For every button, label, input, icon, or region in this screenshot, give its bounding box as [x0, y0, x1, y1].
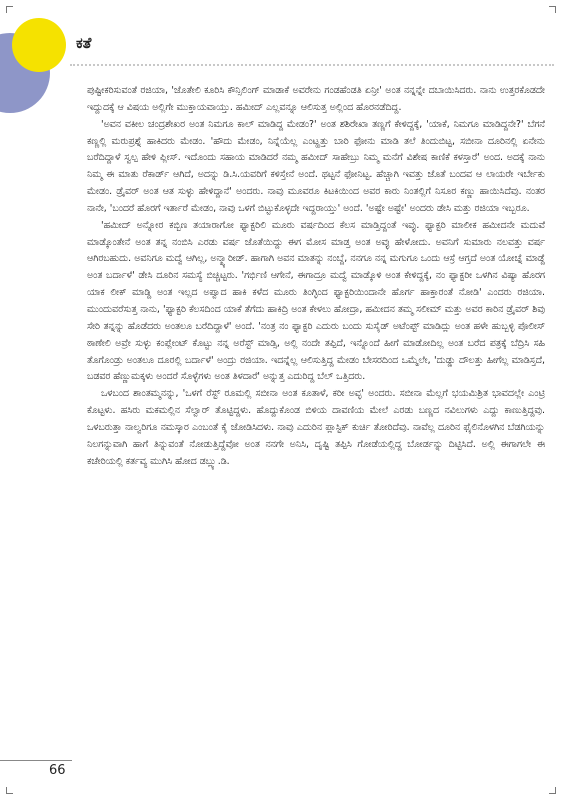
- decorative-yellow-circle: [12, 18, 66, 72]
- section-title: ಕತೆ: [76, 34, 92, 52]
- article-body: [87, 83, 545, 470]
- crop-mark: [549, 787, 556, 794]
- header-divider: [70, 64, 554, 66]
- crop-mark: [549, 6, 556, 13]
- paragraph: 'ಹಮೀದ್ ಅನ್ನೋರ ಕಬ್ಬಿಣ ತಯಾರಾಗೋ ಫ್ಯಾಕ್ಟರಿಲಿ ಮೂರು ವರ್ಷದಿಂದ ಕೆಲಸ ಮಾಡ್ತಿದ್ದಂತೆ ಇವ್ಳು. ಫ್ಯಾಕ್ಟರಿ ಮಾಲೀಕ ಹಮೀದನೇ ಮದುವೆ ಮಾಡ್ಕೊಂತೇನೆ ಅಂತ ತನ್ನ ನಂಬಿಸಿ ಎರಡು ವರ್ಷ ಜೊತೆಯಿದ್ದು ಈಗ ಮೋಸ ಮಾಡ್ತ ಅಂತ ಅವ್ಳು ಹೇಳೋದು. ಅವನಿಗೆ ಸುಮಾರು ನಲವತ್ತು ವರ್ಷ ಆಗಿರಬಹುದು. ಅವನಿಗೂ ಮದ್ವೆ ಆಗಿಲ್ಲ, ಅನ್ಮ್ಯಾರೀಡ್. ಹಾಗಾಗಿ ಅವನ ಮಾತನ್ನು ನಂಬ್ದೆ, ನನಗೂ ನನ್ನ ಮಗುಗೂ ಒಂದು ಆಸ್ರೆ ಆಗ್ತದೆ ಅಂತ ಯೋಚ್ನೆ ಮಾಡ್ದೆ ಅಂತ ಬರ್ದಾಳೆ' ಡೇಸಿ ದೂರಿನ ಸಮಸ್ಯೆ ಬಿಚ್ಚಿಟ್ಟರು. 'ಗರ್ಭಿಣಿ ಆಗೇನೆ, ಈಗಾದ್ರೂ ಮದ್ವೆ ಮಾಡ್ಕೊಳಿ ಅಂತ ಕೇಳಿದ್ದಕ್ಕೆ, ನಂ ಫ್ಯಾಕ್ಟರೀ ಒಳಗಿನ ವಿಷ್ಯಾ ಹೊರಗ ಯಾಕ ಲೀಕ್ ಮಾಡ್ದಿ ಅಂತ ಇಲ್ಲದ ಅಪ್ವಾದ ಹಾಕಿ ಕಳೆದ ಮೂರು ತಿಂಗ್ಳಿಂದ ಫ್ಯಾಕ್ಟರಿಯಿಂದಾನೇ ಹೊರ್ಗ ಹಾಕ್ತಾರಂತೆ ನೋಡಿ' ಎಂದರು ರಜಿಯಾ. ಮುಂದುವರೆಸುತ್ತ ನಾನು, 'ಫ್ಯಾಕ್ಟರಿ ಕೆಲಸದಿಂದ ಯಾಕೆ ತೆಗೆದು ಹಾಕಿದ್ರಿ ಅಂತ ಕೇಳಲು ಹೋದ್ರಾ, ಹಮೀದನ ತಮ್ಮ ಸಲೀಮ್ ಮತ್ತು ಅವರ ಕಾರಿನ ಡ್ರೈವರ್ ಶಿವು ಸೇರಿ ತನ್ನನ್ನು ಹೊಡೆದರು ಅಂತಲೂ ಬರೆದಿದ್ದಾಳೆ' ಅಂದೆ. 'ನಂತ್ರ ನಂ ಫ್ಯಾಕ್ಟರಿ ಎದುರು ಬಂದು ಸುಸೈಡ್ ಅಟೆಂಪ್ಟ್ ಮಾಡಿದ್ಲು ಅಂತ ಹಳೇ ಹುಬ್ಬಳ್ಳಿ ಪೊಲೀಸ್ ಠಾಣೇಲಿ ಅವ್ರೇ ಸುಳ್ಳು ಕಂಪ್ಲೇಂಟ್ ಕೊಟ್ಟು ನನ್ನ ಅರೆಸ್ಟ್ ಮಾಡ್ಸಿ, ಅಲ್ಲಿ ನಂದೇ ತಪ್ಪಿದೆ, ಇನ್ನೊಂದೆ ಹೀಗೆ ಮಾಡೋದಿಲ್ಲ ಅಂತ ಬರೆದ ಪತ್ರಕ್ಕೆ ಬೆದ್ರಿಸಿ ಸಹಿ ತೊಗೊಂಡ್ರು ಅಂತಲೂ ದೂರಲ್ಲಿ ಬರ್ದಾಳೆ' ಅಂದ್ರು ರಜಿಯಾ. ಇದನ್ನೆಲ್ಲ ಆಲಿಸುತ್ತಿದ್ದ ಮೇಡಂ ಬೇಸರದಿಂದ ಒಮ್ಮೆಲೇ, 'ದುಡ್ಡು ದೌಲತ್ತು ಹೀಗೆಲ್ಲ ಮಾಡಿಸ್ತದೆ, ಬಡವರ ಹೆಣ್ಣುಮಕ್ಕಳು ಅಂದರೆ ಸೊಳ್ಳೆಗಳು ಅಂತ ತಿಳದಾರೆ' ಅನ್ನುತ್ತ ಎದುರಿದ್ದ ಬೆಲ್ ಒತ್ತಿದರು.: [87, 219, 545, 383]
- page-number: 66: [49, 763, 66, 778]
- footer-divider: [0, 760, 72, 761]
- crop-mark: [6, 6, 13, 13]
- paragraph: 'ಅವನ ವಕೀಲ ಚಂದ್ರಶೇಖರ ಅಂತ ನಿಮಗೂ ಕಾಲ್ ಮಾಡಿದ್ದ ಮೇಡಂ?' ಅಂತ ಶಶಿರೇಖಾ ತಣ್ಣಗೆ ಕೇಳಿದ್ದಕ್ಕೆ, 'ಯಾಕೆ, ನಿಮಗೂ ಮಾಡಿದ್ದನೇ?' ಬೆಗನೆ ಕಣ್ಣಲ್ಲಿ ಮರುಪ್ರಶ್ನೆ ಹಾಕಿದರು ಮೇಡಂ. 'ಹೌದು ಮೇಡಂ, ನಿನ್ನೆಯೆಲ್ಲ ಎಂಟ್ಹತ್ತು ಬಾರಿ ಫೋನು ಮಾಡಿ ತಲೆ ತಿಂದುಬಿಟ್ಟ, ಸಬೀನಾ ದೂರಿನಲ್ಲಿ ಏನೇನು ಬರೆದಿದ್ದಾಳೆ ಸ್ವಲ್ಪ ಹೇಳಿ ಪ್ಲೀಸ್. ಇದೊಂದು ಸಹಾಯ ಮಾಡಿದರೆ ನಮ್ಮ ಹಮೀದ್ ಸಾಹೇಬ್ರು ನಿಮ್ಮ ಮನೆಗೆ ವಿಶೇಷ ಕಾಣಿಕೆ ಕಳಸ್ತಾರೆ' ಅಂದ. ಅದಕ್ಕೆ ನಾನು ನಿಮ್ಮ ಈ ಮಾತು ರೆಕಾರ್ಡ್ ಆಗಿದೆ, ಅದನ್ನು ಡಿ.ಸಿ.ಯವರಿಗೆ ಕಳಿಸ್ತೇನೆ ಅಂದೆ. ಥಟ್ಟನೆ ಫೋನಿಟ್ಟ. ಹೆಚ್ಚಾಗಿ ಇವತ್ತು ಜೊತೆ ಬಂದವ ಆ ಲಾಯರೇ ಇರ್ಬೇಕು ಮೇಡಂ. ಡ್ರೈವರ್ ಅಂತ ಆತ ಸುಳ್ಳು ಹೇಳಿದ್ದಾನೆ' ಅಂದರು. ನಾವು ಮೂವರೂ ಕಿಟಕಿಯಿಂದ ಅವರ ಕಾರು ನಿಂತಲ್ಲಿಗೆ ನಿಸೂರ ಕಣ್ಣು ಹಾಯಿಸಿದೆವು. ನಂತರ ನಾನೇ, 'ಬಂದರೆ ಹೊರಗೆ ಇರ್ತಾರೆ ಮೇಡಂ, ನಾವು ಒಳಗೆ ಬಿಟ್ಟುಕೊಳ್ಳದೇ ಇದ್ದರಾಯ್ತು' ಅಂದೆ. 'ಅಷ್ಟೇ ಅಷ್ಟೇ' ಅಂದರು ಡೇಸಿ ಮತ್ತು ರಜಿಯಾ ಇಬ್ಬರೂ.: [87, 118, 545, 214]
- paragraph: ಒಳಬಂದ ಶಾಂತಮ್ಮನನ್ನು, 'ಒಳಗೆ ರೆಸ್ಟ್ ರೂಮಲ್ಲಿ ಸಬೀನಾ ಅಂತ ಕೂತಾಳೆ, ಕರೀ ಅವ್ಳ' ಅಂದರು. ಸಬೀನಾ ಮೆಲ್ಲಗೆ ಭಯಮಿಶ್ರಿತ ಭಾವದಲ್ಲೇ ಎಂಟ್ರಿ ಕೊಟ್ಟಳು. ಹಸಿರು ಮಕಮಲ್ಲಿನ ಸೆಲ್ವಾರ್ ತೊಟ್ಟಿದ್ದಳು. ಹೊದ್ದುಕೊಂಡ ಬಿಳಿಯ ದಾವಣಿಯ ಮೇಲೆ ಎರಡು ಬಣ್ಣದ ನವಿಲುಗಳು ಎದ್ದು ಕಾಣುತ್ತಿದ್ದವು. ಒಳಬರುತ್ತಾ ನಾಲ್ವರಿಗೂ ನಮಸ್ಕಾರ ಎಂಬಂತೆ ಕೈ ಜೋಡಿಸಿದಳು. ನಾವು ಎದುರಿನ ಪ್ಲಾಸ್ಟಿಕ್ ಕುರ್ಚಿ ತೋರಿದೆವು. ನಾವೆಲ್ಲ ದೂರಿನ ಫೈಲಿನೊಳಗಿನ ಬೆಡಗಿಯನ್ನು ನಿಲಗನ್ನುವಾಗಿ ಹಾಗೆ ತಿನ್ನುವಂತೆ ನೋಡುತ್ತಿದ್ದೆವೋ ಅಂತ ನನಗೇ ಅನಿಸಿ, ದೃಷ್ಟಿ ತಪ್ಪಿಸಿ ಗೋಡೆಯಲ್ಲಿದ್ದ ಬೋರ್ಡನ್ನು ದಿಟ್ಟಿಸಿದೆ. ಅಲ್ಲಿ ಈಗಾಗಲೇ ಈ ಕಚೇರಿಯಲ್ಲಿ ಕರ್ತವ್ಯ ಮುಗಿಸಿ ಹೋದ ಡಬ್ಲ್ಯು.ಡಿ.: [87, 388, 545, 467]
- crop-mark: [6, 787, 13, 794]
- paragraph: ಪುಷ್ಟೀಕರಿಸುವಂತೆ ರಜಿಯಾ, 'ಜೊತೇಲಿ ಕೂರಿಸಿ ಕೌನ್ಸಿಲಿಂಗ್ ಮಾಡಾಕೆ ಅವರೇನು ಗಂಡಹೆಂಡತಿ ಏನ್ರೀ' ಅಂತ ನನ್ನನ್ನೇ ದಬಾಯಿಸಿದರು. ನಾನು ಉತ್ತರಕೊಡದೇ ಇದ್ದುದಕ್ಕೆ ಆ ವಿಷಯ ಅಲ್ಲಿಗೇ ಮುಕ್ತಾಯವಾಯ್ತು. ಹಮೀದ್ ಎಲ್ಲವನ್ನೂ ಆಲಿಸುತ್ತ ಅಲ್ಲಿಂದ ಹೊರನಡೆದಿದ್ದ.: [87, 85, 545, 113]
